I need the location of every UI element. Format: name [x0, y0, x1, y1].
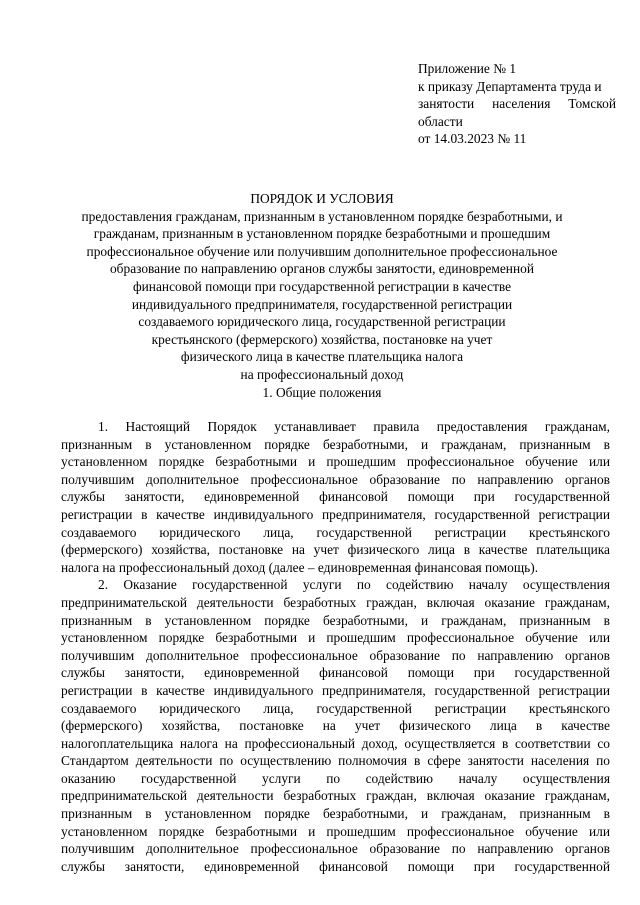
- paragraph-2-line: налогоплательщика налога на профессиональный доход, осуществляется в соответствии со: [61, 735, 610, 751]
- paragraph-2-line: (фермерского) хозяйства, постановке на учет физического лица в качестве: [61, 718, 610, 734]
- paragraph-2-line: 2. Оказание государственной услуги по содействию началу осуществления: [98, 577, 610, 593]
- document-body: [61, 418, 610, 875]
- title-sub-line: крестьянского (фермерского) хозяйства, постановке на учет: [151, 331, 493, 347]
- paragraph-2-line: получившим дополнительное профессиональное образование по направлению органов: [61, 841, 610, 857]
- paragraph-2-line: получившим дополнительное профессиональное образование по направлению органов: [61, 647, 610, 663]
- title-sub-line: индивидуального предпринимателя, государственной регистрации: [131, 296, 513, 312]
- title-sub-line: образование по направлению органов службы занятости, единовременной: [109, 261, 534, 277]
- paragraph-2-line: службы занятости, единовременной финансовой помощи при государственной: [61, 858, 610, 874]
- appendix-order-line-1: к приказу Департамента труда и: [418, 78, 602, 94]
- paragraph-2-line: установленном порядке безработными и прошедшим профессиональное обучение или: [61, 823, 610, 839]
- paragraph-2-line: признанным в установленном порядке безработными, и гражданам, признанным в: [61, 806, 610, 822]
- paragraph-2-line: предпринимательской деятельности безработных граждан, включая оказание гражданам,: [61, 788, 610, 804]
- appendix-number: Приложение № 1: [418, 61, 517, 76]
- title-sub-line: гражданам, признанным в установленном порядке безработными и прошедшим: [93, 226, 551, 242]
- paragraph-1-line: установленном порядке безработными и прошедшим профессиональное обучение или: [61, 454, 610, 470]
- paragraph-1-line: службы занятости, единовременной финансовой помощи при государственной: [61, 489, 610, 505]
- paragraph-2-line: установленном порядке безработными и прошедшим профессиональное обучение или: [61, 630, 610, 646]
- paragraph-2-line: Стандартом деятельности по осуществлению полномочия в сфере занятости населения по: [61, 753, 610, 769]
- paragraph-1-line: (фермерского) хозяйства, постановке на учет физического лица в качестве плательщика: [61, 542, 610, 558]
- paragraph-2-line: службы занятости, единовременной финансовой помощи при государственной: [61, 665, 610, 681]
- appendix-order-date: от 14.03.2023 № 11: [418, 131, 527, 147]
- paragraph-2-line: признанным в установленном порядке безработными, и гражданам, признанным в: [61, 612, 610, 628]
- title-sub-line: финансовой помощи при государственной регистрации в качестве: [132, 278, 512, 294]
- title-main: ПОРЯДОК И УСЛОВИЯ: [250, 191, 394, 206]
- title-sub-line: создаваемого юридического лица, государственной регистрации: [138, 314, 506, 330]
- document-title: [66, 190, 578, 384]
- paragraph-2-line: предпринимательской деятельности безработных граждан, включая оказание гражданам,: [61, 594, 610, 610]
- paragraph-2-line: оказанию государственной услуги по содействию началу осуществления: [61, 770, 610, 786]
- section-heading: 1. Общие положения: [262, 385, 382, 400]
- paragraph-1-line: создаваемого юридического лица, государственной регистрации крестьянского: [61, 524, 610, 540]
- appendix-block: [418, 60, 616, 148]
- paragraph-1-line: регистрации в качестве индивидуального предпринимателя, государственной регистрации: [61, 506, 610, 522]
- paragraph-2-line: регистрации в качестве индивидуального предпринимателя, государственной регистрации: [61, 682, 610, 698]
- paragraph-1-line: признанным в установленном порядке безработными, и гражданам, признанным в: [61, 436, 610, 452]
- appendix-order-line-3: области: [418, 113, 463, 129]
- paragraph-2-line: создаваемого юридического лица, государственной регистрации крестьянского: [61, 700, 610, 716]
- title-sub-line: физического лица в качестве плательщика налога: [180, 349, 464, 365]
- paragraph-1-line: 1. Настоящий Порядок устанавливает правила предоставления гражданам,: [98, 419, 610, 434]
- paragraph-1-line: получившим дополнительное профессиональное образование по направлению органов: [61, 471, 610, 487]
- title-sub-line: на профессиональный доход: [240, 366, 404, 382]
- paragraph-1-line: налога на профессиональный доход (далее – единовременная финансовая помощь).: [61, 559, 539, 575]
- appendix-order-line-2: занятости населения Томской: [418, 96, 616, 112]
- title-sub-line: предоставления гражданам, признанным в установленном порядке безработными, и: [81, 208, 563, 224]
- title-sub-line: профессиональное обучение или получившим дополнительное профессиональное: [86, 243, 558, 259]
